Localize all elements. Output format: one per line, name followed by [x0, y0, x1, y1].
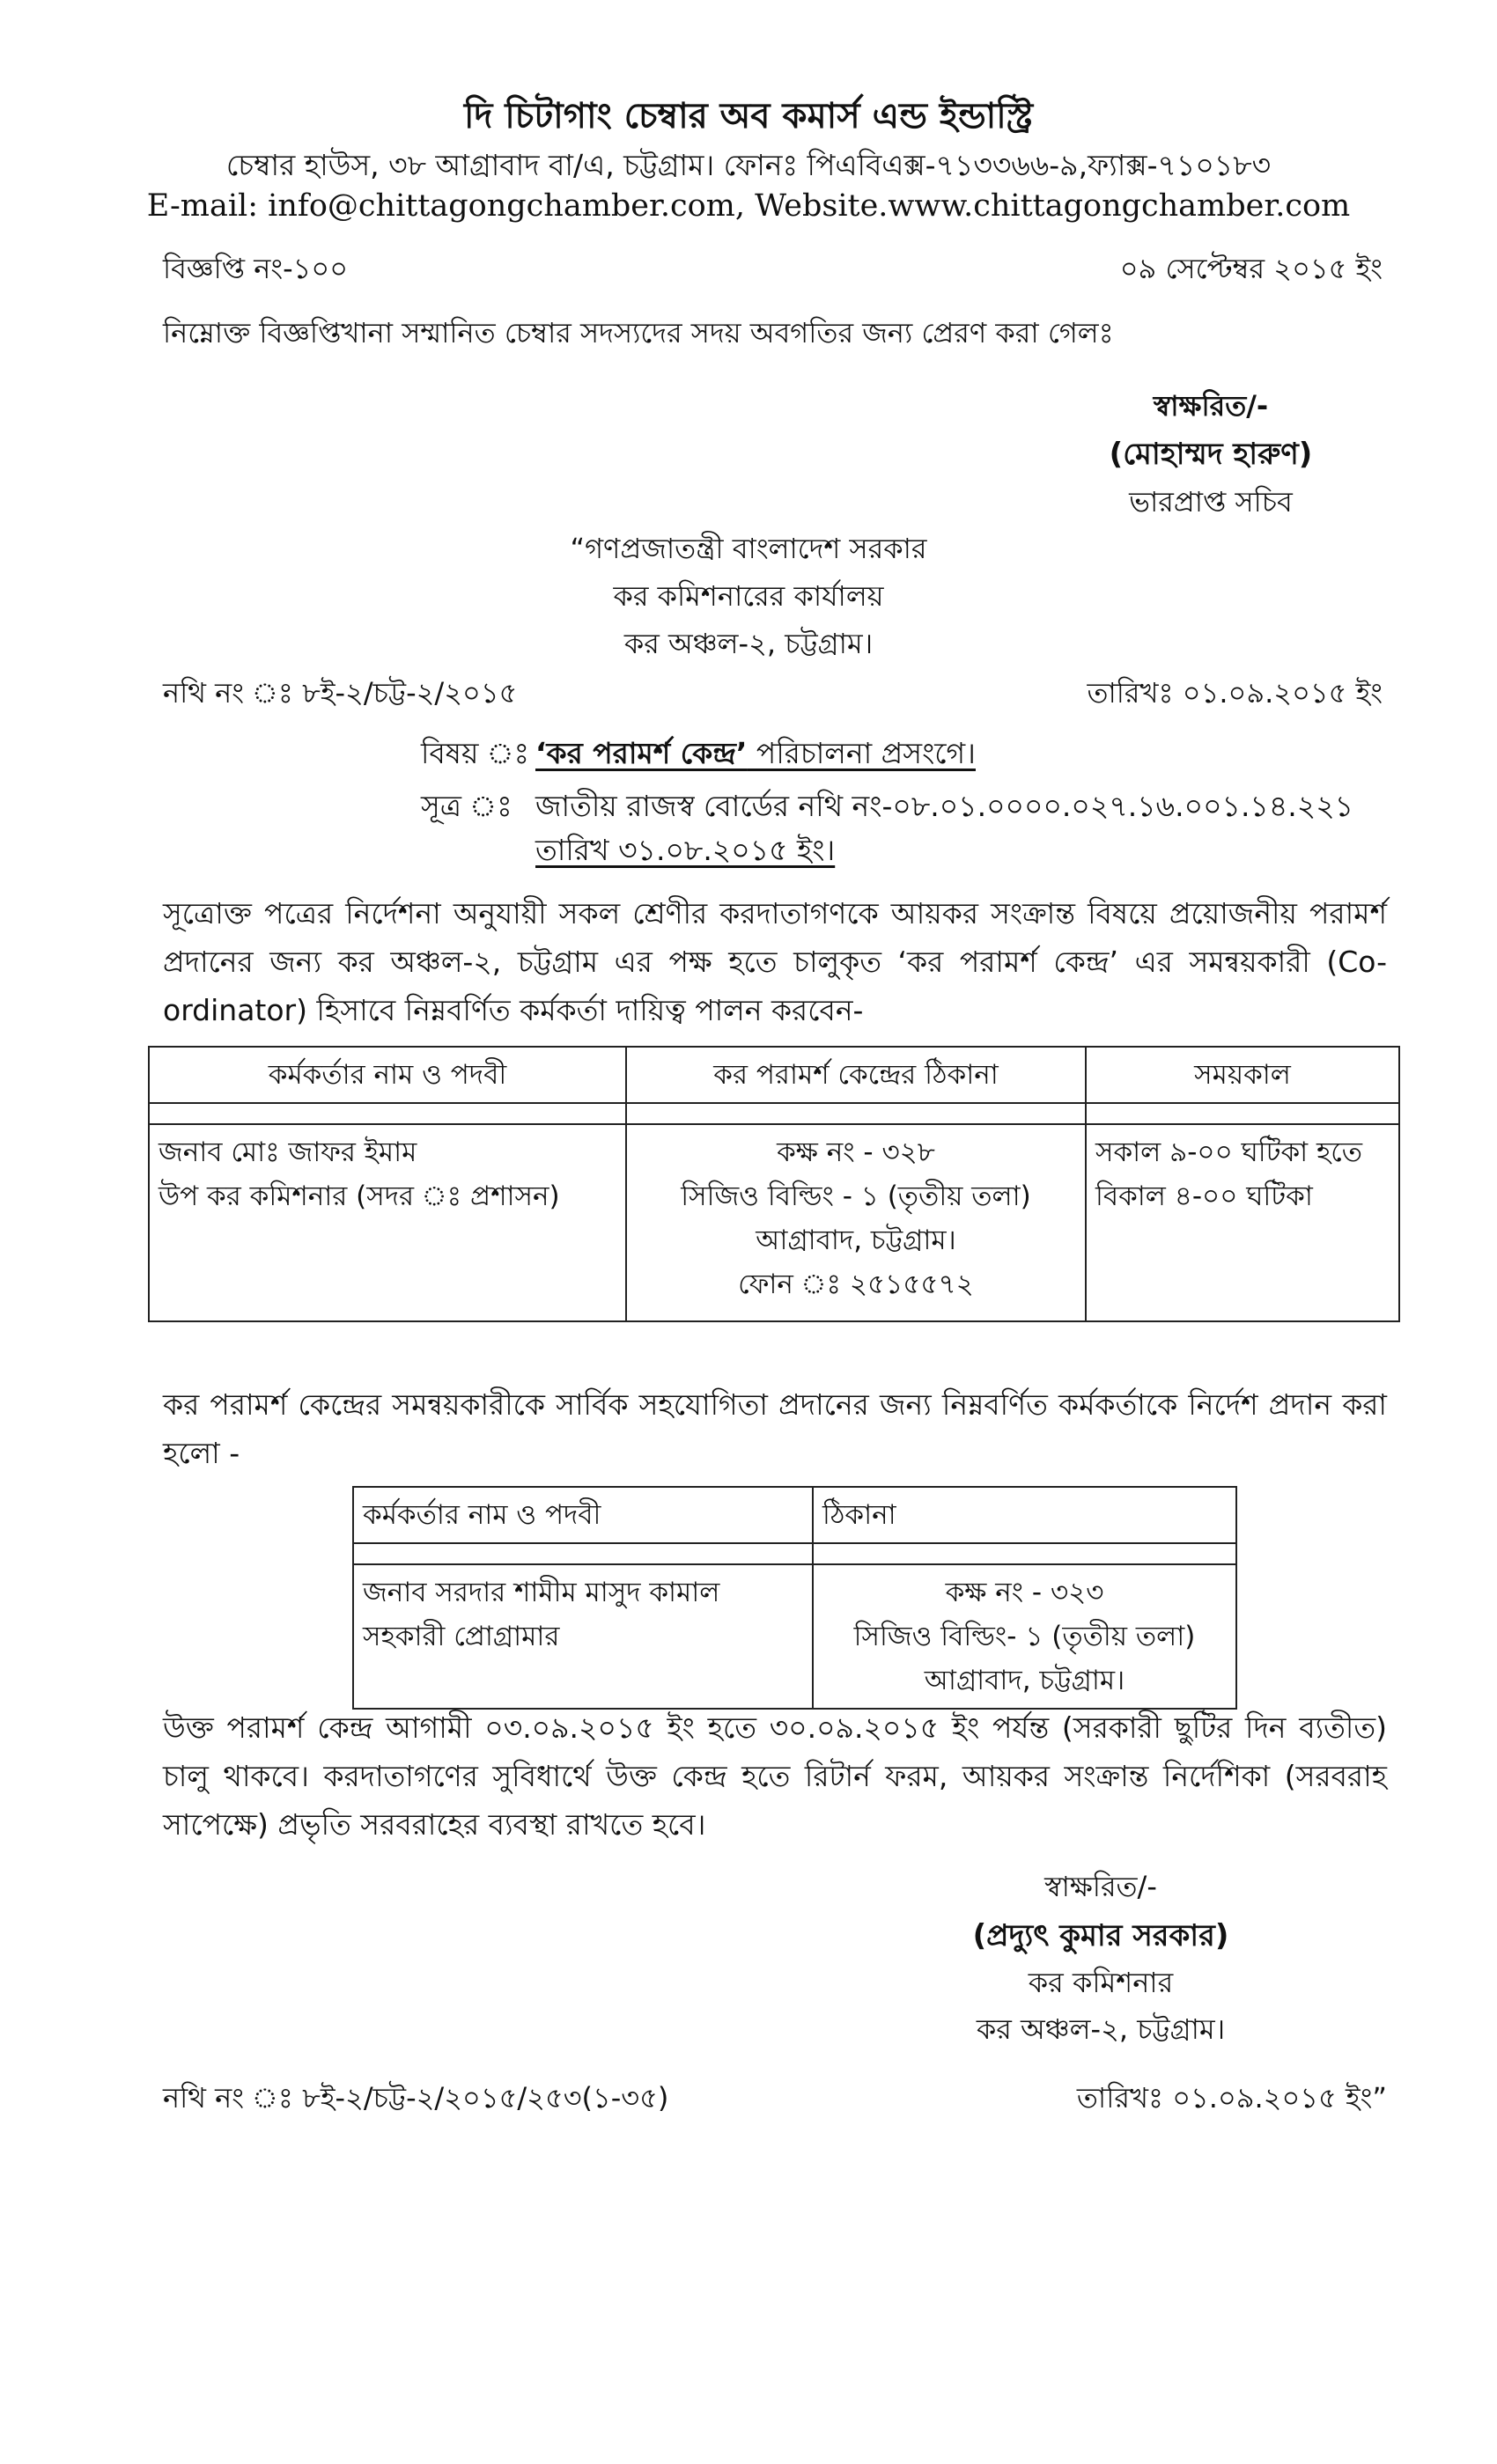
time-cell	[1086, 1124, 1399, 1321]
file-date-1: তারিখঃ ০১.০৯.২০১৫ ইং	[1087, 676, 1383, 710]
notice-date: ০৯ সেপ্টেম্বর ২০১৫ ইং	[1119, 252, 1383, 285]
signed-label-2: স্বাক্ষরিত/-	[1044, 1870, 1157, 1903]
signed-label-1: স্বাক্ষরিত/-	[1153, 389, 1269, 423]
signatory-office-2: কর অঞ্চল-২, চট্টগ্রাম।	[976, 2012, 1226, 2046]
address-cell	[813, 1564, 1236, 1709]
officer-cell	[353, 1564, 813, 1709]
signatory-name-2: (প্রদ্যুৎ কুমার সরকার)	[972, 1918, 1229, 1953]
subject-highlight: ‘কর পরামর্শ কেন্দ্র’	[535, 736, 748, 770]
coordinator-table	[148, 1046, 1400, 1322]
org-contact: E-mail: info@chittagongchamber.com, Website.www.chittagongchamber.com	[146, 188, 1351, 224]
notice-intro: নিম্নোক্ত বিজ্ঞপ্তিখানা সম্মানিত চেম্বার সদস্যদের সদয় অবগতির জন্য প্রেরণ করা গেলঃ	[163, 316, 1114, 349]
officer-name: জনাব সরদার শামীম মাসুদ কামাল	[363, 1577, 720, 1608]
table-spacer-row	[149, 1103, 1399, 1124]
source-label: সূত্র ঃ	[421, 789, 513, 823]
letterhead-line-2: কর কমিশনারের কার্যালয়	[613, 579, 884, 613]
officer-designation: সহকারী প্রোগ্রামার	[363, 1621, 560, 1652]
source-line-2: তারিখ ৩১.০৮.২০১৫ ইং।	[535, 833, 836, 867]
address-line: কক্ষ নং - ৩২৮	[777, 1136, 935, 1168]
address-line: আগ্রাবাদ, চট্টগ্রাম।	[756, 1225, 956, 1256]
subject-label: বিষয় ঃ	[421, 736, 530, 770]
signatory-designation-1: ভারপ্রাপ্ত সচিব	[1129, 485, 1293, 519]
source-line-1: জাতীয় রাজস্ব বোর্ডের নথি নং-০৮.০১.০০০০.০২৭.১৬.০০১.১৪.২২১	[535, 789, 1354, 823]
org-name: দি চিটাগাং চেম্বার অব কমার্স এন্ড ইন্ডাস্ট্রি	[463, 96, 1034, 136]
signatory-name-1: (মোহাম্মদ হারুণ)	[1109, 437, 1313, 472]
file-number-2: নথি নং ঃ ৮ই-২/চট্ট-২/২০১৫/২৫৩(১-৩৫)	[163, 2081, 669, 2115]
table-spacer-row	[353, 1543, 1236, 1564]
address-line: আগ্রাবাদ, চট্টগ্রাম।	[924, 1665, 1125, 1696]
table-header-cell: সময়কাল	[1086, 1047, 1399, 1103]
address-line: কক্ষ নং - ৩২৩	[945, 1577, 1104, 1608]
table-header-cell: ঠিকানা	[813, 1487, 1236, 1543]
subject-rest: পরিচালনা প্রসংগে।	[747, 736, 976, 770]
address-cell	[626, 1124, 1086, 1321]
table-row	[149, 1124, 1399, 1321]
officer-cell	[149, 1124, 626, 1321]
paragraph-1: সূত্রোক্ত পত্রের নির্দেশনা অনুযায়ী সকল শ্রেণীর করদাতাগণকে আয়কর সংক্রান্ত বিষয়ে প্রয়োজনীয় পরামর্শ প্রদানের জন্য কর অঞ্চল-২, চট্টগ্রাম এর পক্ষ হতে চালুকৃত ‘কর পরামর্শ কেন্দ্র’ এর সমন্বয়কারী (Co-ordinator) হিসাবে নিম্নবর্ণিত কর্মকর্তা দায়িত্ব পালন করবেন-	[163, 896, 1387, 1027]
org-address: চেম্বার হাউস, ৩৮ আগ্রাবাদ বা/এ, চট্টগ্রাম। ফোনঃ পিএবিএক্স-৭১৩৩৬৬-৯,ফ্যাক্স-৭১০১৮৩	[225, 148, 1272, 182]
file-date-2: তারিখঃ ০১.০৯.২০১৫ ইং”	[1076, 2081, 1387, 2115]
table-header-cell: কর্মকর্তার নাম ও পদবী	[149, 1047, 626, 1103]
address-line: ফোন ঃ ২৫১৫৫৭২	[738, 1269, 974, 1300]
officer-designation: উপ কর কমিশনার (সদর ঃ প্রশাসন)	[159, 1181, 560, 1212]
signatory-designation-2: কর কমিশনার	[1028, 1966, 1174, 1999]
table-header-cell: কর্মকর্তার নাম ও পদবী	[353, 1487, 813, 1543]
letterhead-line-1: “গণপ্রজাতন্ত্রী বাংলাদেশ সরকার	[570, 532, 927, 565]
paragraph-2: কর পরামর্শ কেন্দ্রের সমন্বয়কারীকে সার্বিক সহযোগিতা প্রদানের জন্য নিম্নবর্ণিত কর্মকর্তাকে নির্দেশ প্রদান করা হলো -	[163, 1387, 1387, 1470]
table-header-row	[149, 1047, 1399, 1103]
paragraph-3: উক্ত পরামর্শ কেন্দ্র আগামী ০৩.০৯.২০১৫ ইং হতে ৩০.০৯.২০১৫ ইং পর্যন্ত (সরকারী ছুটির দিন ব্যতীত) চালু থাকবে। করদাতাগণের সুবিধার্থে উক্ত কেন্দ্র হতে রিটার্ন ফরম, আয়কর সংক্রান্ত নির্দেশিকা (সরবরাহ সাপেক্ষে) প্রভৃতি সরবরাহের ব্যবস্থা রাখতে হবে।	[163, 1710, 1387, 1842]
assistant-table	[352, 1486, 1237, 1710]
file-number-1: নথি নং ঃ ৮ই-২/চট্ট-২/২০১৫	[163, 676, 518, 710]
subject-text	[535, 731, 976, 780]
officer-name: জনাব মোঃ জাফর ইমাম	[159, 1136, 417, 1168]
table-row	[353, 1564, 1236, 1709]
time-line: সকাল ৯-০০ ঘটিকা হতে	[1095, 1136, 1363, 1168]
address-line: সিজিও বিল্ডিং - ১ (তৃতীয় তলা)	[681, 1181, 1031, 1212]
address-line: সিজিও বিল্ডিং- ১ (তৃতীয় তলা)	[853, 1621, 1196, 1652]
table-header-cell: কর পরামর্শ কেন্দ্রের ঠিকানা	[626, 1047, 1086, 1103]
table-header-row	[353, 1487, 1236, 1543]
time-line: বিকাল ৪-০০ ঘটিকা	[1095, 1181, 1313, 1212]
notice-number: বিজ্ঞপ্তি নং-১০০	[163, 252, 349, 285]
letterhead-line-3: কর অঞ্চল-২, চট্টগ্রাম।	[623, 627, 874, 660]
